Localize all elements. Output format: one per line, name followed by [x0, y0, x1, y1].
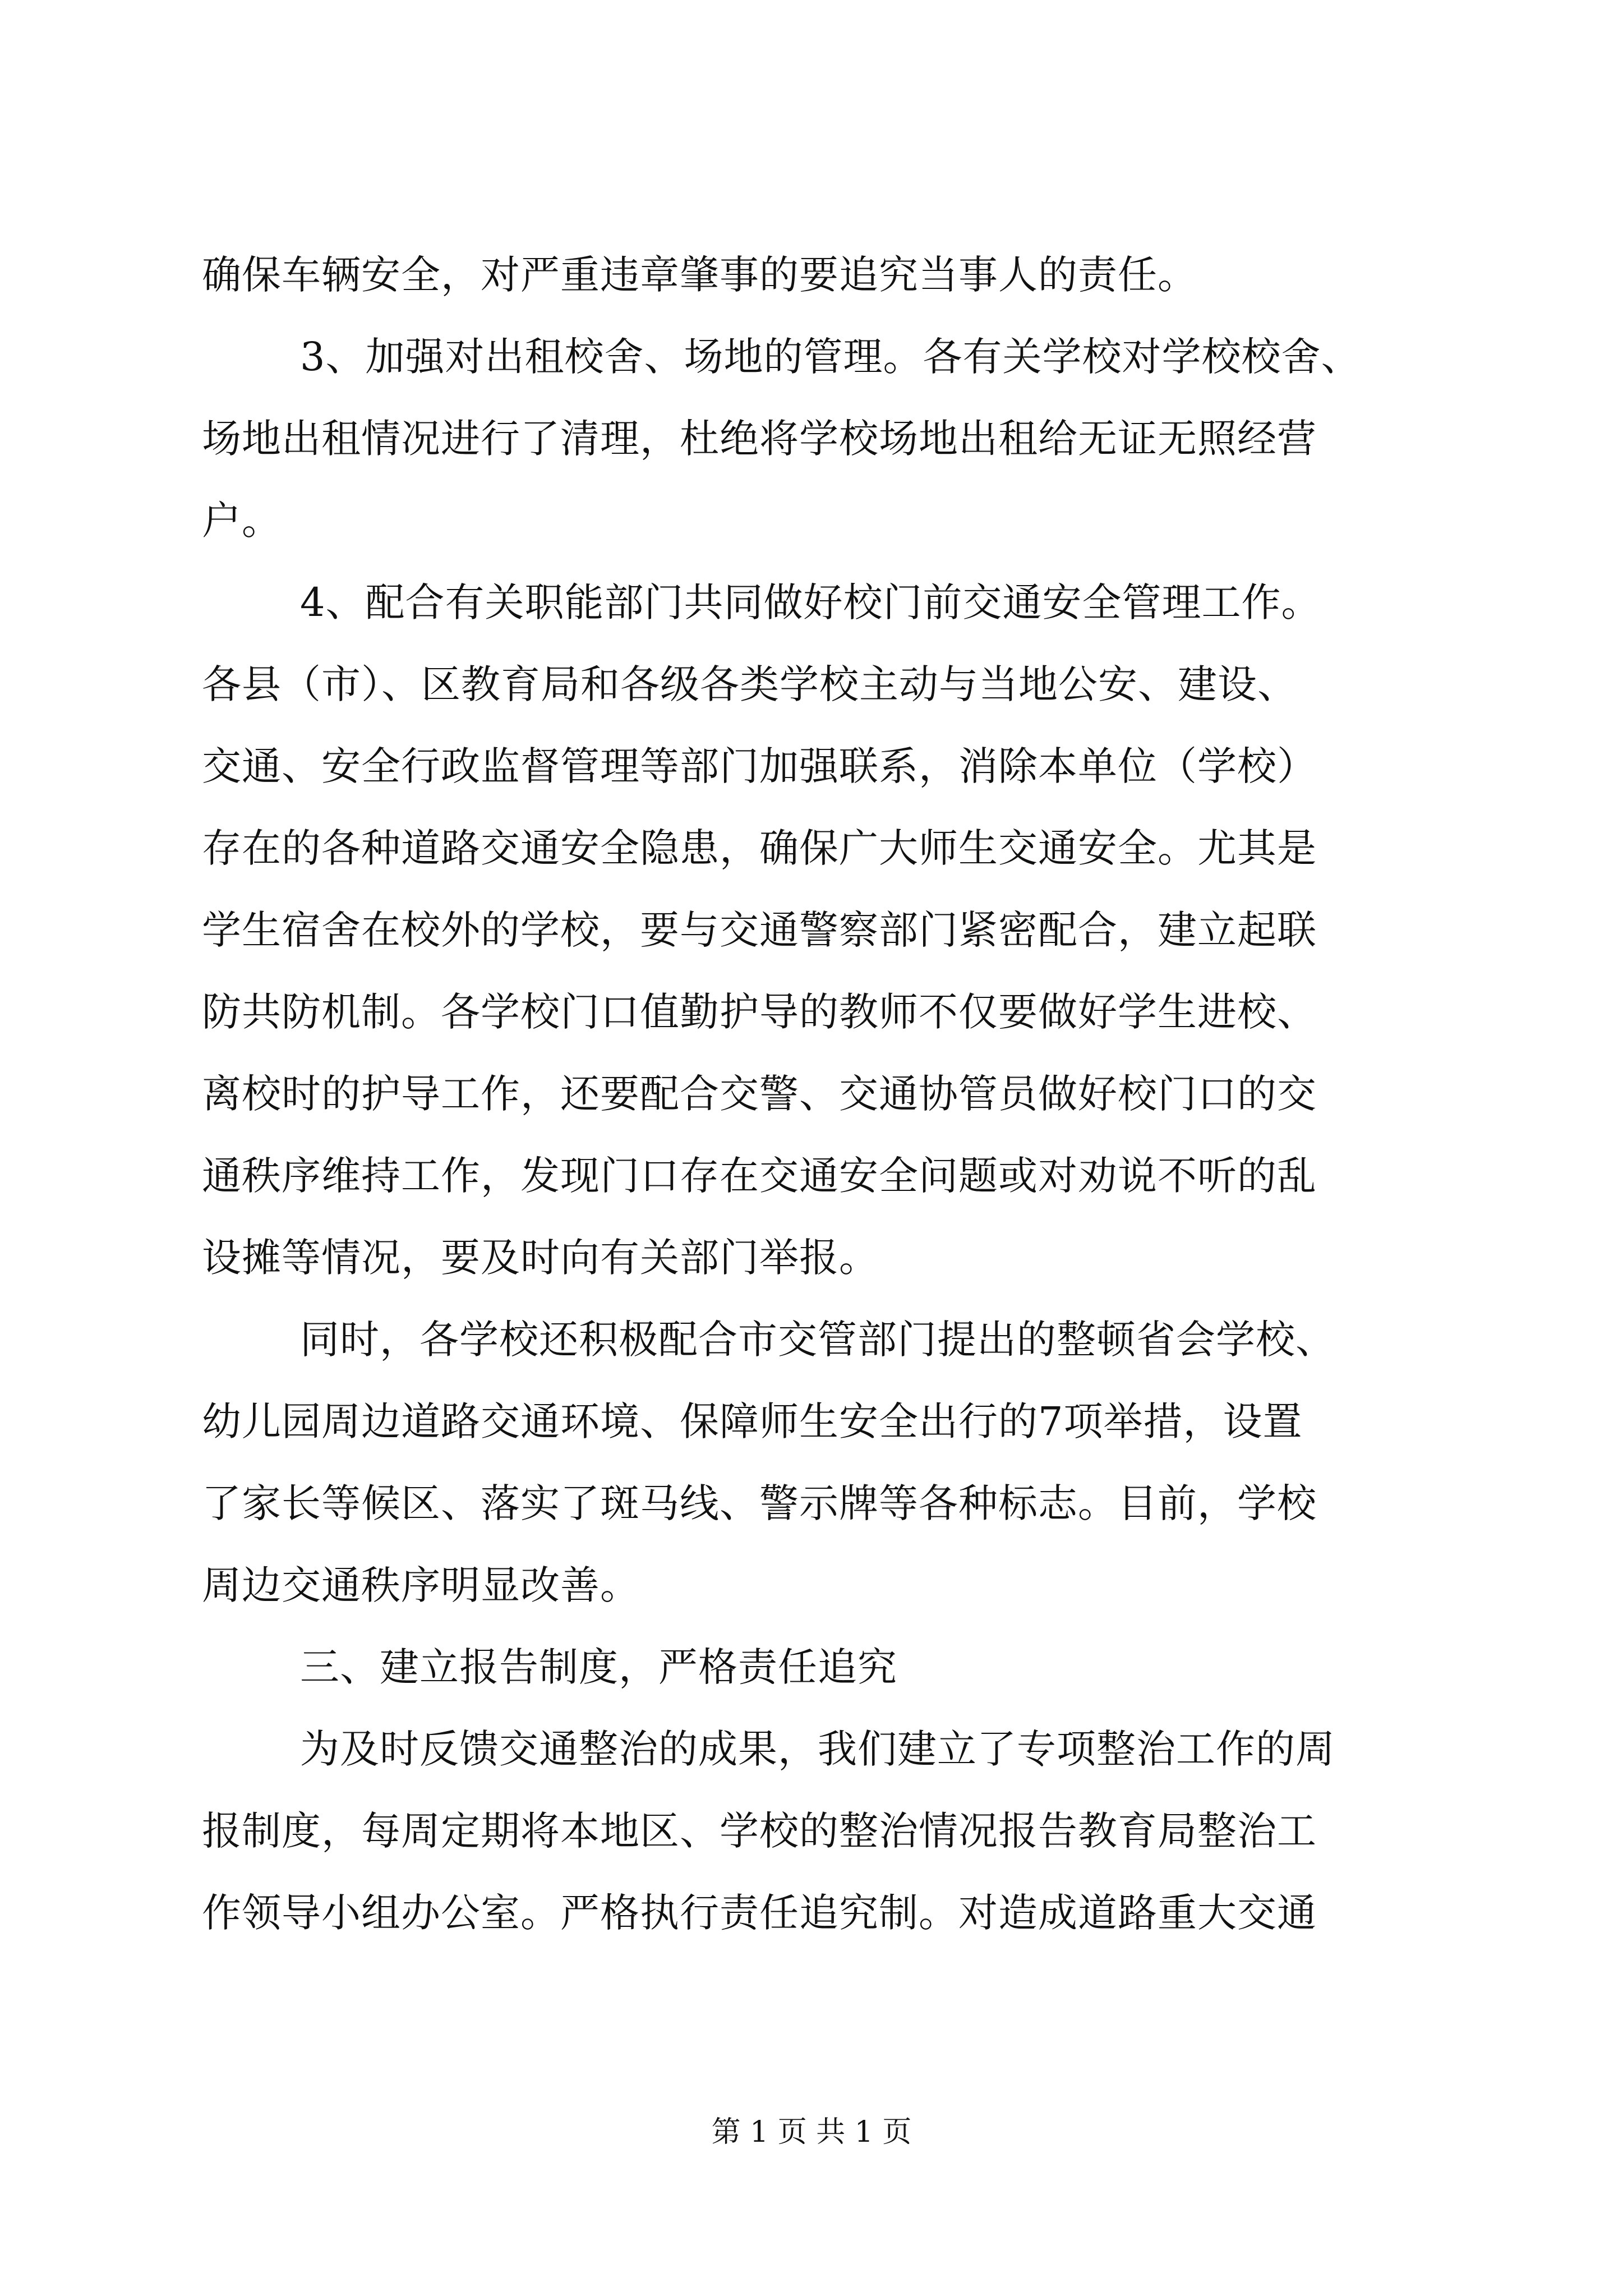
- text-line: 户。: [202, 498, 282, 544]
- text-line: 作领导小组办公室。严格执行责任追究制。对造成道路重大交通: [202, 1890, 1317, 1936]
- text-line: 存在的各种道路交通安全隐患，确保广大师生交通安全。尤其是: [202, 825, 1317, 871]
- text-line: 3、加强对出租校舍、场地的管理。各有关学校对学校校舍、: [300, 334, 1361, 380]
- text-line: 同时，各学校还积极配合市交管部门提出的整顿省会学校、: [300, 1317, 1335, 1363]
- page-number-footer: 第 1 页 共 1 页: [711, 2115, 912, 2149]
- text-line: 设摊等情况，要及时向有关部门举报。: [202, 1235, 879, 1281]
- text-line: 4、配合有关职能部门共同做好校门前交通安全管理工作。: [300, 579, 1321, 625]
- text-line: 学生宿舍在校外的学校，要与交通警察部门紧密配合，建立起联: [202, 907, 1317, 953]
- text-line: 周边交通秩序明显改善。: [202, 1562, 640, 1608]
- text-line: 各县（市）、区教育局和各级各类学校主动与当地公安、建设、: [202, 661, 1297, 707]
- text-line: 确保车辆安全，对严重违章肇事的要追究当事人的责任。: [202, 252, 1197, 298]
- text-line: 报制度，每周定期将本地区、学校的整治情况报告教育局整治工: [202, 1808, 1317, 1854]
- text-line: 离校时的护导工作，还要配合交警、交通协管员做好校门口的交: [202, 1071, 1317, 1117]
- text-line: 防共防机制。各学校门口值勤护导的教师不仅要做好学生进校、: [202, 989, 1317, 1035]
- text-line: 为及时反馈交通整治的成果，我们建立了专项整治工作的周: [300, 1726, 1335, 1772]
- text-line: 场地出租情况进行了清理，杜绝将学校场地出租给无证无照经营: [202, 416, 1317, 462]
- text-line: 交通、安全行政监督管理等部门加强联系，消除本单位（学校）: [202, 743, 1317, 789]
- text-line: 幼儿园周边道路交通环境、保障师生安全出行的7项举措，设置: [202, 1398, 1303, 1444]
- text-line: 了家长等候区、落实了斑马线、警示牌等各种标志。目前，学校: [202, 1480, 1317, 1526]
- text-line: 通秩序维持工作，发现门口存在交通安全问题或对劝说不听的乱: [202, 1153, 1317, 1199]
- section-heading: 三、建立报告制度，严格责任追究: [300, 1644, 897, 1690]
